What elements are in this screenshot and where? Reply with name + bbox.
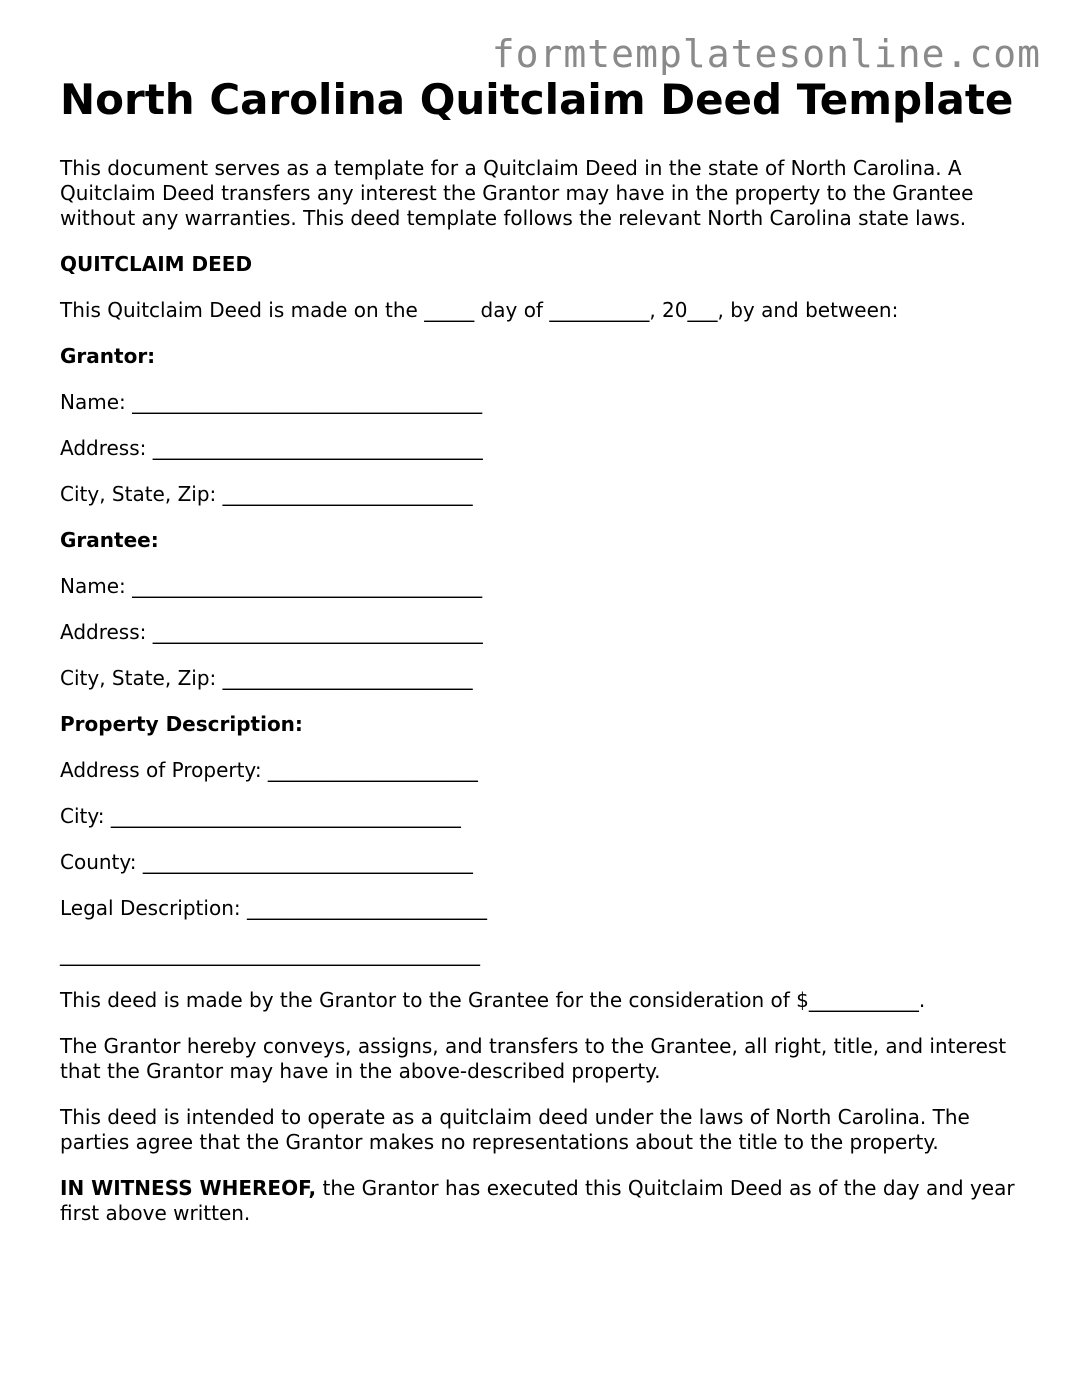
made-on-line: This Quitclaim Deed is made on the _____ day of __________, 20___, by and between: <box>60 298 899 322</box>
grantee-name-field[interactable]: Name: ___________________________________ <box>60 574 483 598</box>
watermark: formtemplatesonline.com <box>491 32 1041 76</box>
grantee-address-field[interactable]: Address: _________________________________ <box>60 620 483 644</box>
conveyance-paragraph: The Grantor hereby conveys, assigns, and transfers to the Grantee, all right, title, and interest that the Grantor may have in the above-described property. <box>60 1034 1007 1083</box>
legal-description-continuation[interactable]: __________________________________________ <box>60 942 480 966</box>
deed-heading: QUITCLAIM DEED <box>60 252 253 276</box>
property-county-field[interactable]: County: _________________________________ <box>60 850 473 874</box>
grantor-address-field[interactable]: Address: _________________________________ <box>60 436 483 460</box>
intent-paragraph: This deed is intended to operate as a quitclaim deed under the laws of North Carolina. The parties agree that the Grantor makes no representations about the title to the property. <box>60 1105 970 1154</box>
grantee-heading: Grantee: <box>60 528 159 552</box>
grantor-city-state-zip-field[interactable]: City, State, Zip: _________________________ <box>60 482 473 506</box>
property-address-field[interactable]: Address of Property: _____________________ <box>60 758 478 782</box>
witness-paragraph <box>60 1176 1020 1226</box>
page-title: North Carolina Quitclaim Deed Template <box>60 75 1014 124</box>
grantee-city-state-zip-field[interactable]: City, State, Zip: _________________________ <box>60 666 473 690</box>
legal-description-field[interactable]: Legal Description: ________________________ <box>60 896 487 920</box>
consideration-paragraph: This deed is made by the Grantor to the Grantee for the consideration of $___________. <box>60 988 926 1012</box>
grantor-name-field[interactable]: Name: ___________________________________ <box>60 390 483 414</box>
property-heading: Property Description: <box>60 712 303 736</box>
document-page <box>60 74 1020 1226</box>
intro-paragraph: This document serves as a template for a Quitclaim Deed in the state of North Carolina. A Quitclaim Deed transfers any interest the Grantor may have in the property to the Grantee without any warranties. This deed template follows the relevant North Carolina state laws. <box>60 156 974 230</box>
witness-rest: the Grantor has executed this Quitclaim Deed as of the day and year first above written. <box>60 1176 1015 1225</box>
property-city-field[interactable]: City: ___________________________________ <box>60 804 461 828</box>
grantor-heading: Grantor: <box>60 344 156 368</box>
witness-lead: IN WITNESS WHEREOF, <box>60 1176 317 1200</box>
